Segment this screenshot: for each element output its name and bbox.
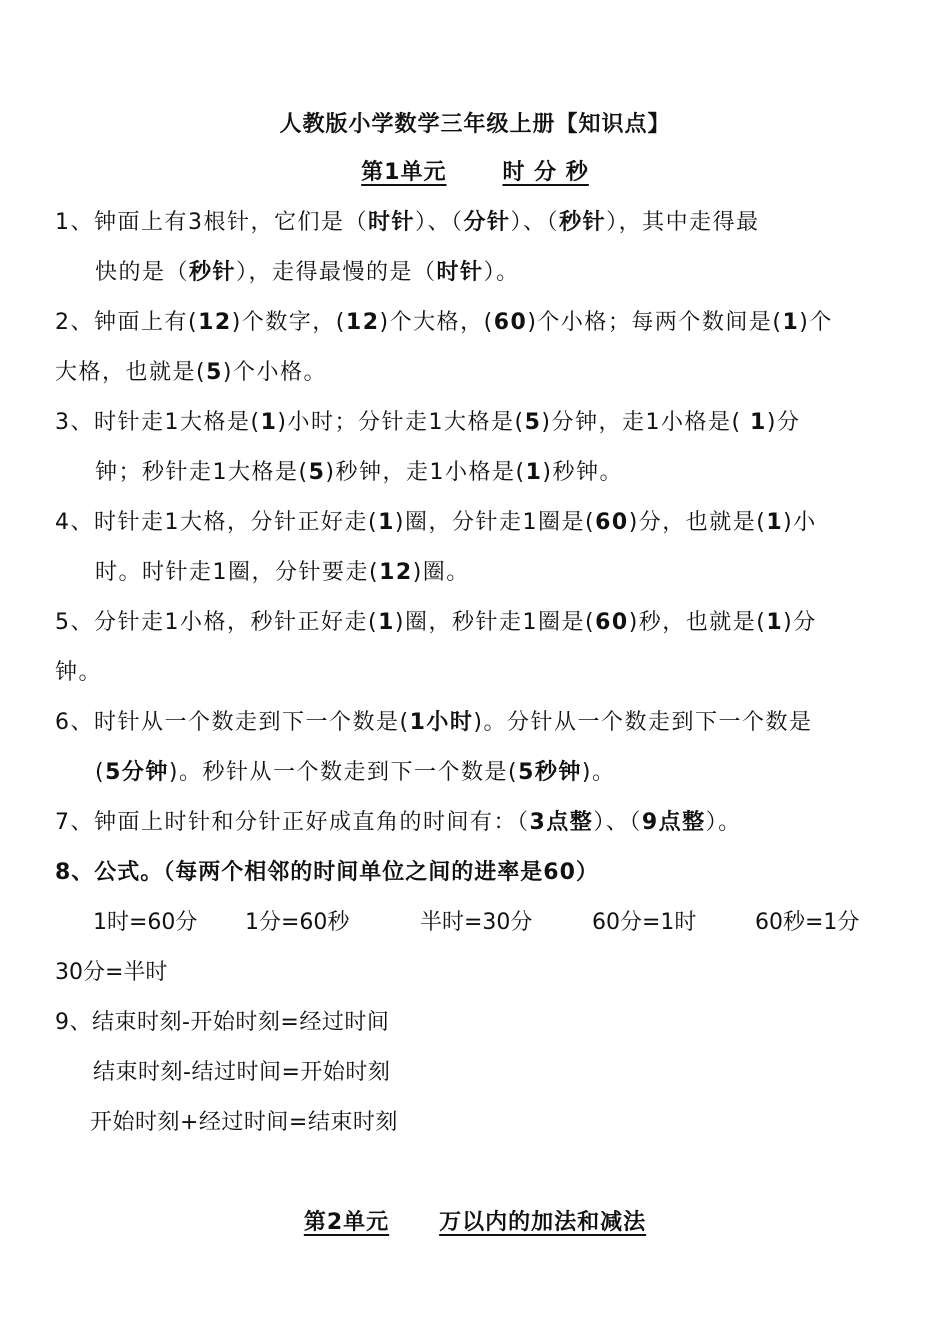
item-5-line-2: 钟。: [55, 660, 103, 685]
unit-1-heading: [0, 158, 950, 188]
item-2-line-2: 大格，也就是(5)个小格。: [55, 360, 327, 385]
unit-1-label: 第1单元: [361, 160, 447, 185]
item-7: 7、钟面上时针和分针正好成直角的时间有：（3点整）、（9点整）。: [55, 810, 742, 835]
item-3-line-2: 钟；秒针走1大格是(5)秒钟，走1小格是(1)秒钟。: [95, 460, 623, 485]
item-4-line-2: 时。时针走1圈，分针要走(12)圈。: [95, 560, 470, 585]
item-2-line-1: 2、钟面上有(12)个数字，(12)个大格，(60)个小格；每两个数间是(1)个: [55, 310, 833, 335]
item-6-line-2: (5分钟)。秒针从一个数走到下一个数是(5秒钟)。: [95, 760, 616, 785]
item-8-heading: 8、公式。（每两个相邻的时间单位之间的进率是60）: [55, 860, 599, 885]
page-title: 人教版小学数学三年级上册【知识点】: [279, 112, 671, 137]
formula-6: 30分=半时: [55, 960, 168, 985]
item-4-line-1: 4、时针走1大格，分针正好走(1)圈，分针走1圈是(60)分，也就是(1)小: [55, 510, 817, 535]
item-9-line-3: 开始时刻+经过时间=结束时刻: [90, 1110, 398, 1135]
item-5-line-1: 5、分针走1小格，秒针正好走(1)圈，秒针走1圈是(60)秒，也就是(1)分: [55, 610, 817, 635]
unit-2-label: 第2单元: [303, 1210, 390, 1235]
formula-3: 半时=30分: [420, 910, 533, 935]
formula-5: 60秒=1分: [755, 910, 860, 935]
item-1-line-2: 快的是（秒针），走得最慢的是（时针）。: [95, 260, 520, 285]
item-6-line-1: 6、时针从一个数走到下一个数是(1小时)。分针从一个数走到下一个数是: [55, 710, 813, 735]
formula-1: 1时=60分: [93, 910, 198, 935]
item-9-line-1: 9、结束时刻-开始时刻=经过时间: [55, 1010, 390, 1035]
formula-2: 1分=60秒: [245, 910, 350, 935]
unit-2-heading: [0, 1208, 950, 1238]
unit-1-name: 时 分 秒: [502, 160, 589, 185]
item-3-line-1: 3、时针走1大格是(1)小时；分针走1大格是(5)分钟，走1小格是( 1)分: [55, 410, 801, 435]
item-1-line-1: 1、钟面上有3根针，它们是（时针）、（分针）、（秒针），其中走得最: [55, 210, 760, 235]
item-9-line-2: 结束时刻-结过时间=开始时刻: [93, 1060, 391, 1085]
formula-4: 60分=1时: [592, 910, 697, 935]
unit-2-name: 万以内的加法和减法: [439, 1210, 647, 1235]
